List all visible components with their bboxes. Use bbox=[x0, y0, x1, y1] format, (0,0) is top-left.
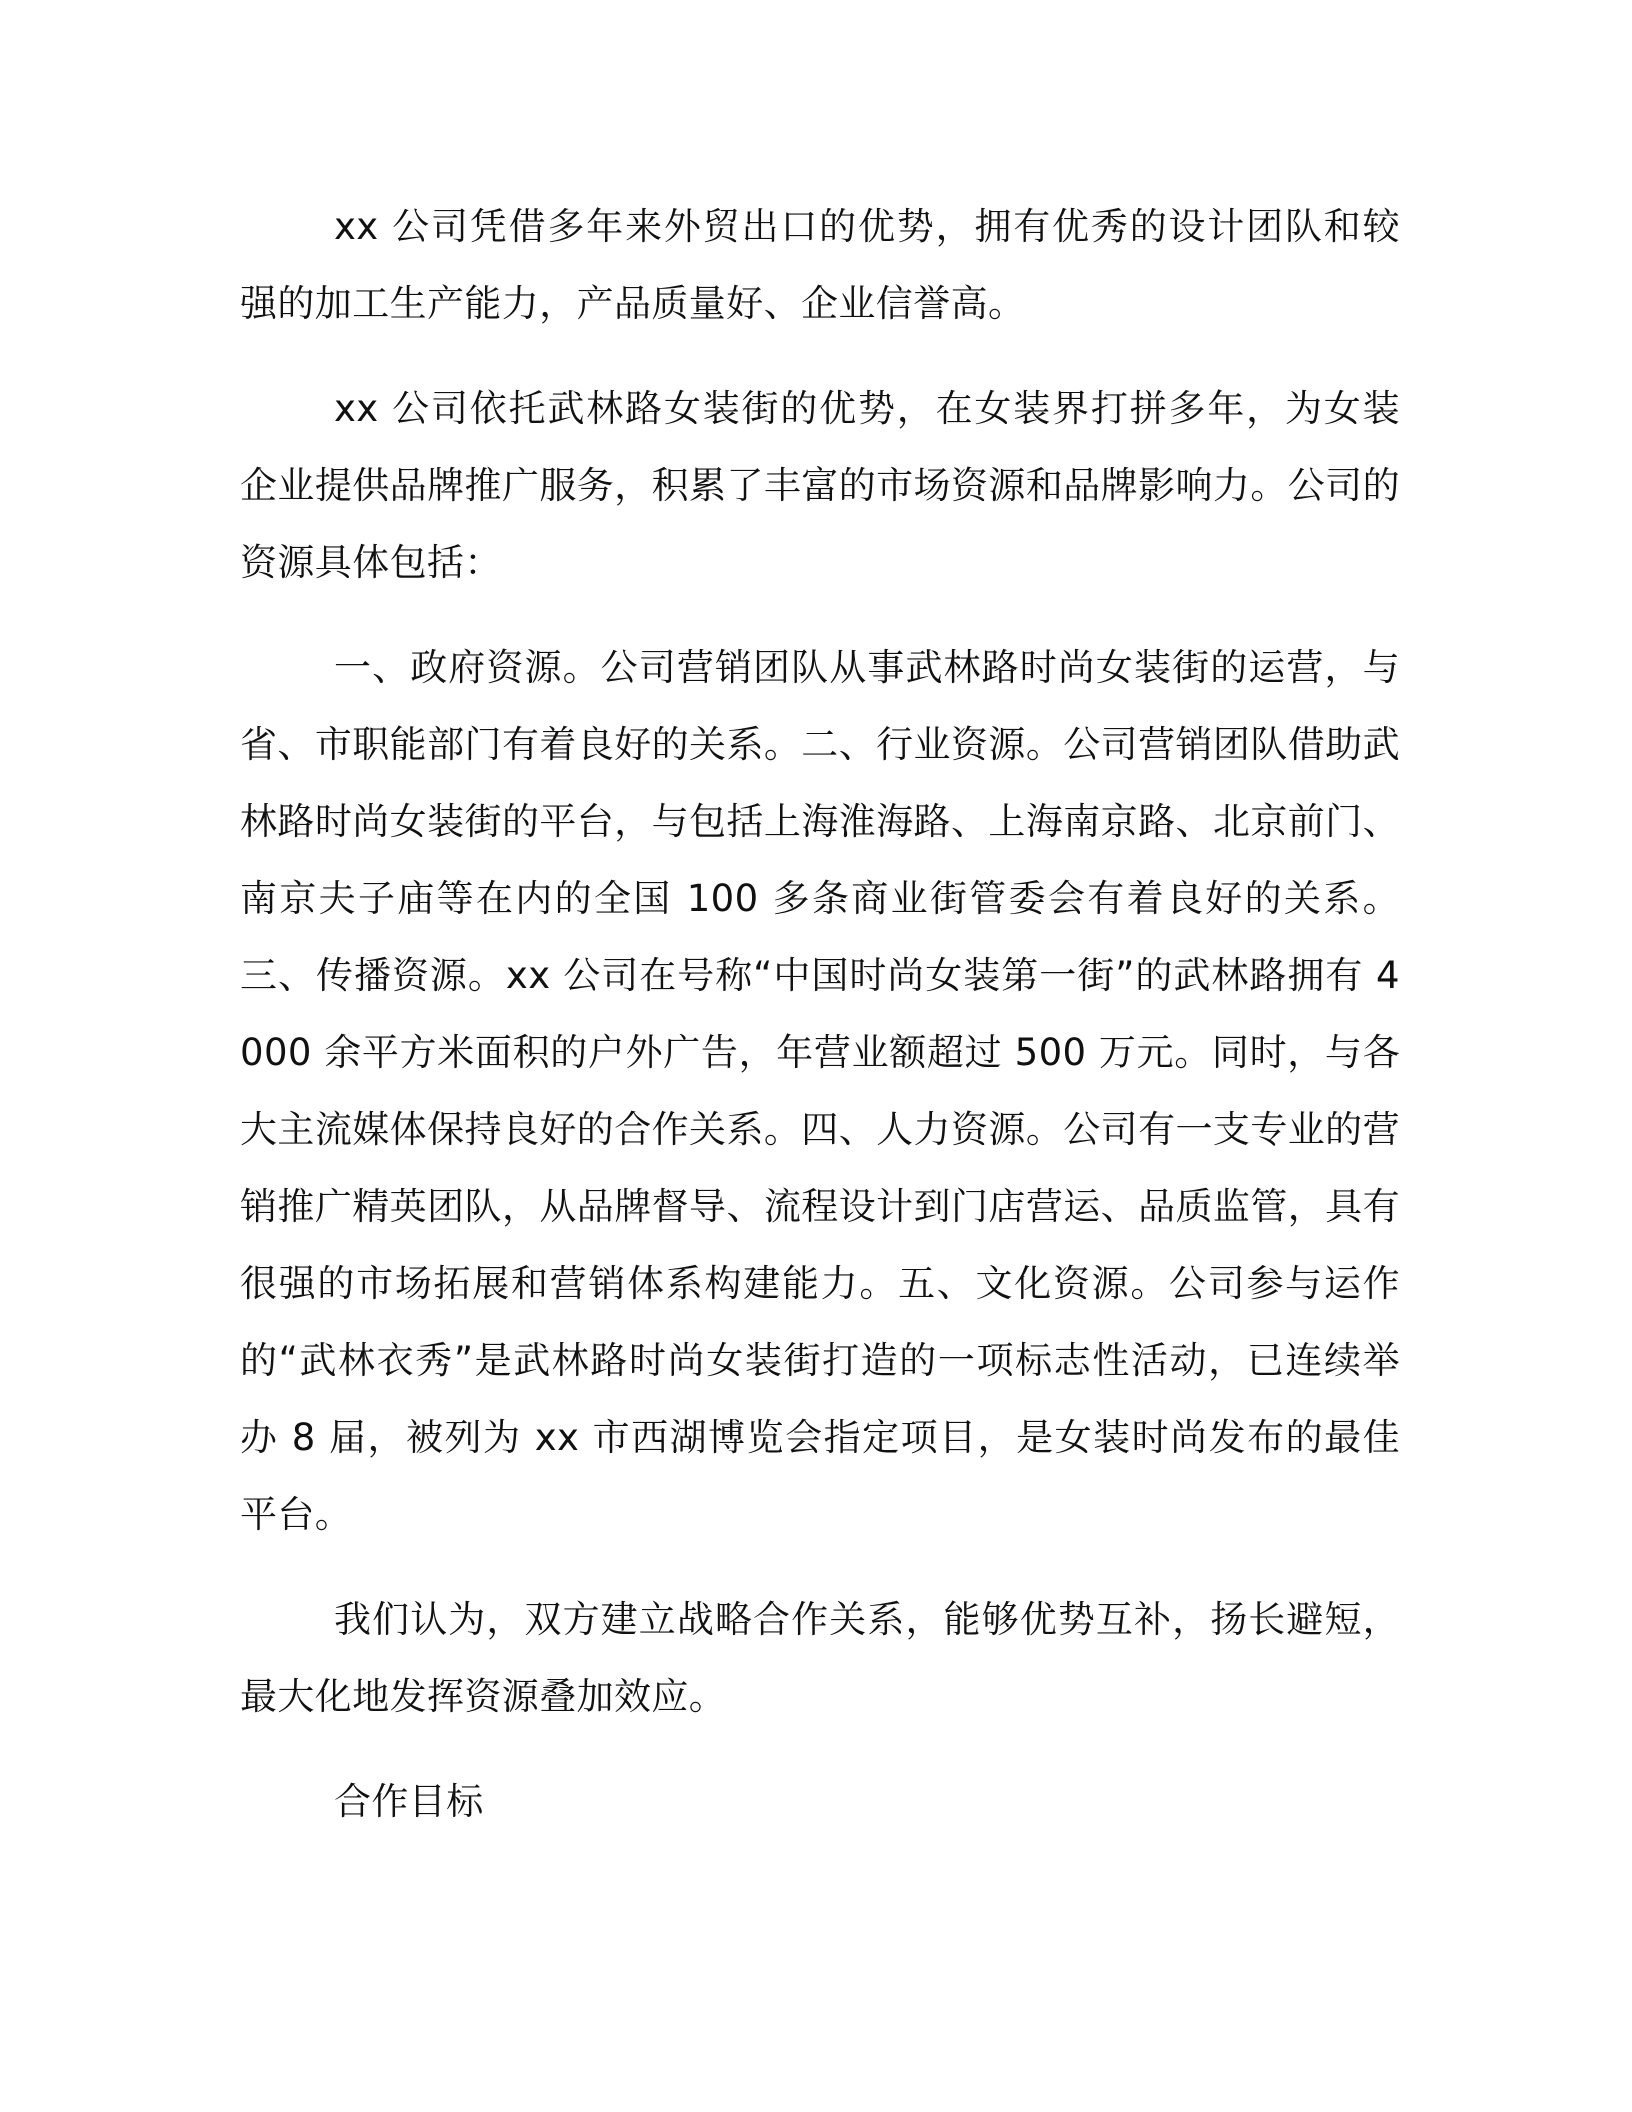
paragraph-company-advantage: xx 公司凭借多年来外贸出口的优势，拥有优秀的设计团队和较强的加工生产能力，产品质量好、企业信誉高。 bbox=[240, 205, 1400, 325]
document-body bbox=[240, 188, 1400, 1840]
paragraph-company-resources-intro: xx 公司依托武林路女装街的优势，在女装界打拼多年，为女装企业提供品牌推广服务，积累了丰富的市场资源和品牌影响力。公司的资源具体包括： bbox=[240, 387, 1400, 584]
paragraph-resource-list: 一、政府资源。公司营销团队从事武林路时尚女装街的运营，与省、市职能部门有着良好的关系。二、行业资源。公司营销团队借助武林路时尚女装街的平台，与包括上海淮海路、上海南京路、北京前门、南京夫子庙等在内的全国 100 多条商业街管委会有着良好的关系。三、传播资源。xx 公司在号称“中国时尚女装第一街”的武林路拥有 4000 余平方米面积的户外广告，年营业额超过 500 万元。同时，与各大主流媒体保持良好的合作关系。四、人力资源。公司有一支专业的营销推广精英团队，从品牌督导、流程设计到门店营运、品质监管，具有很强的市场拓展和营销体系构建能力。五、文化资源。公司参与运作的“武林衣秀”是武林路时尚女装街打造的一项标志性活动，已连续举办 8 届，被列为 xx 市西湖博览会指定项目，是女装时尚发布的最佳平台。 bbox=[240, 646, 1400, 1536]
paragraph-cooperation-view: 我们认为，双方建立战略合作关系，能够优势互补，扬长避短，最大化地发挥资源叠加效应。 bbox=[240, 1598, 1400, 1718]
section-heading-cooperation-goals: 合作目标 bbox=[334, 1780, 484, 1823]
